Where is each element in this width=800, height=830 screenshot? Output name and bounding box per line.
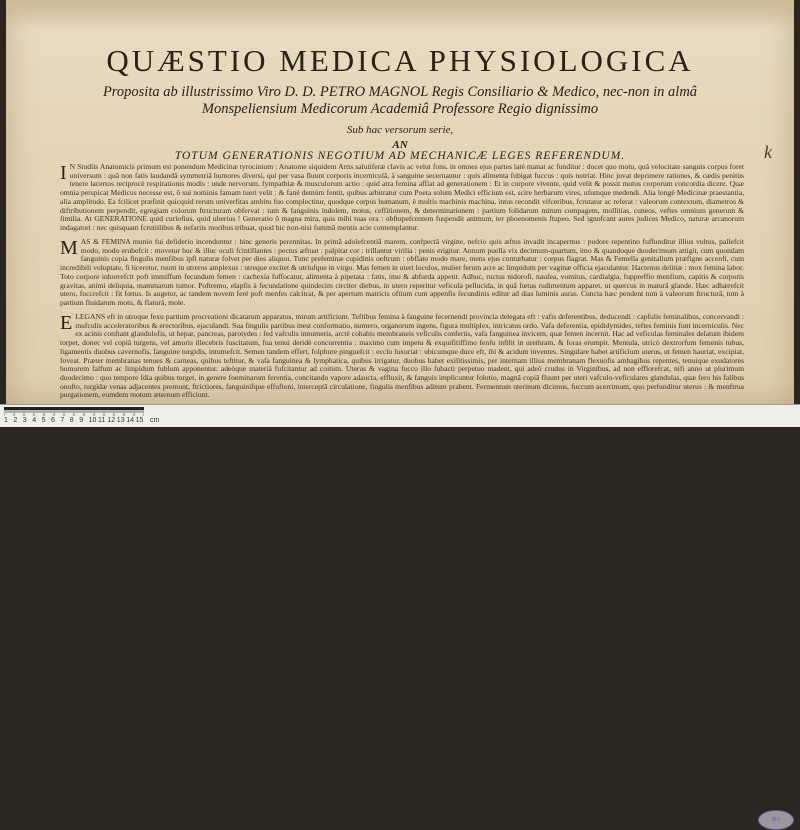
series-line: Sub hac versorum serie, bbox=[346, 124, 454, 136]
ruler-tick-label: 3 bbox=[22, 417, 27, 424]
paragraph-3 bbox=[60, 313, 744, 399]
question-prefix: AN bbox=[392, 139, 408, 151]
document-page bbox=[6, 0, 794, 404]
ruler-scale-icon bbox=[4, 407, 144, 417]
ruler-tick-label: 9 bbox=[79, 417, 84, 424]
thesis-statement: TOTUM GENERATIONIS NEGOTIUM AD MECHANICÆ LEGES REFERENDUM. bbox=[174, 150, 626, 162]
document-subtitle: Proposita ab illustrissimo Viro D. D. PETRO MAGNOL Regis Consiliario & Medico, nec-non in almâ Monspeliensium Medicorum Academiâ Professore Regio dignissimo bbox=[102, 84, 698, 117]
document-title: QUÆSTIO MEDICA PHYSIOLOGICA bbox=[106, 43, 694, 78]
handwritten-margin-mark: k bbox=[764, 142, 772, 162]
stamp-text: BIU bbox=[771, 817, 781, 823]
ruler-tick-label: 5 bbox=[41, 417, 46, 424]
page-fold-shadow bbox=[6, 0, 794, 30]
ruler-tick-label: 11 bbox=[98, 417, 106, 424]
ruler-tick-label: 2 bbox=[13, 417, 18, 424]
ruler-tick-label: 13 bbox=[116, 417, 125, 424]
ruler-tick-label: 7 bbox=[60, 417, 65, 424]
ruler-unit-label: cm bbox=[150, 417, 160, 424]
dropcap: M bbox=[60, 238, 78, 259]
ruler-tick-label: 14 bbox=[126, 417, 134, 424]
library-stamp bbox=[758, 810, 794, 830]
paragraph-text: LEGANS eft in utroque fexu partium procreationi dicatarum apparatus, mirum artificium. Teftibus femina à fanguine fecernendi provincia delegata eft : vafis deferentibus, deducendi : capfulis feminalibus, concervandi : mufculis acceleratoribus & erectoribus, ejaculandi. Sua fingulis partibus inest conformatio, numero, organorum ingens, figura multiplex, intricatus ordo. Vafa deferentia, epididymides, teftes feminis funt incerniculis. Nec ex acinis conftant glandulofis, ut hepar, pancreas, parotydes : fed vafculis innumeris, arctè cohabis membraneis veficulis confertis, vafa fanguinea invicem, quæ femen incernit. Hac ad veficulas feminales delatum ibidem torpet, donec vel copiâ turgens, vel amoris illecebris fuscitatum, fua tenui deridè concurrentia : maximo cum impetu & exquifitiffimo fenfu infilit in urethram, & foras erumpit. Mentula, utricò dextrorfum femenis tubus, ligamentis duobus cavernofis, fanguine turgidis, intumefcit. Semen tandem effert, folphure pinguefcit : ecclo luxuriat : ubicumque duce eft, ibi & acidum inventes. Singulare habet artificium uterus, ut femen hauriat, excipiat, foveat. Præter membranas tenues & carneas, quibus teftitur, & vafa fanguinea & lymphatica, quibus irrigatur, duobus habet exilitissimis, per internam illius membranam flexuofis ambagibus repentes, tenuique exudatores humorem falfum ac limpidum fublum apponentur. adeòque materià fufcitantur ad coitum. Uterus & vagina fucco illo fubacti perpetuo madent, qui adeò crudus in Virginibus, ad non efflorefcat, nifi anno ut plurimum duodecimo : quo tempore fdia quibus turget, in genere foeminarum ferentia, concitando vapore adaucta, effluxit, & fanguis implicuntur folutio, magnâ copiâ fluunt per uteri vafculo-veficulares glandulas, quæ fero his falibus onufto, turgidæ venas adjacentes premunt, ftrictiores, fanguinifque effufioni, interceptâ circulatione, fingulis menfibus aditum prabent. Fermentum uterinum dicimus, fuccum acerrimum, quo perfunditur uterus : & menftrua purgationem, eumdem motum æternum efficiunt. bbox=[60, 313, 744, 399]
measurement-ruler bbox=[0, 404, 800, 823]
paragraph-text: N Studiis Anatomicis primum est ponendum Medicinæ tyrocinium : Anatome siquidem Artis salutiferæ clavis ac velut fons, in omnes ejus partes latè manat ac funditur : docet quo motu, quâ velocitate sanguis corpus foret universum : quâ non fatis laudandâ symmetriâ humores diversi, qui per vasa fluunt corporis incerniculâ, à sanguine secernantur : quis alimenta fubigat fuccus : quis nutriat. Hinc juvat deprimere rationes, & cædis penitùs tenere lacertos reciprocè respirationis modis : unde nervorum, fympathiæ & musculorum actio : quid atra femina affiat ad generationem : Et in corpore vivente, quid velit & possit motus corporum concordia dicere. Quæ omnia perspicat Medicus necesse est, ô sui nominis famam tueri velit : & fanè demùm fentit, quibus arbitratur cum Poeta solum Medici efficium est, scire herbarum vires, ufumque medendi. Alia longè Medicinæ praestantia, alia amplitudo. Ea fcilicet præfinit quicquid rerum univerfitas ambitu fuo complectitur, quodque corpus humanum, è multis machinis machina, intus recondit vifceribus, fcrutatur ac referat : valeorum contextum, diametros & diftributionem perpendit, egregiam colorum ftructuram obfervat : tum & fanguinis indolem, motus, ceffitionem, & determinationem : partium folidarum mirum compagem, mollitias, cuneos, veftes omnium generum & fimilia. At GENERATIONE quid curiofius, quid uberius ! Generatio ô magna mira, quis mihi tuas ora : obftupefcentem fuspendit animum, ter phoenomenis ftupeo. Sed ignofcant aures judices Medico, naturæ arcanorum indagatori : nec quisquam fcrutiilibus & nefariis moribus tribuat, quod hic non-nisi fummâ mentis acie contemplantur. bbox=[60, 163, 744, 232]
ruler-tick-label: 12 bbox=[107, 417, 116, 424]
dropcap: E bbox=[60, 313, 73, 334]
ruler-tick-label: 4 bbox=[32, 417, 37, 424]
paragraph-1 bbox=[60, 163, 744, 235]
ruler-tick-label: 6 bbox=[51, 417, 55, 424]
ruler-tick-label: 8 bbox=[69, 417, 74, 424]
dropcap: I bbox=[60, 163, 67, 184]
ruler-tick-label: 15 bbox=[135, 417, 144, 424]
paragraph-2 bbox=[60, 238, 744, 309]
ruler-tick-label: 10 bbox=[88, 417, 97, 424]
ruler-tick-label: 1 bbox=[4, 417, 8, 424]
paragraph-text: AS & FEMINA munio fui defiderio incenduntur : hinc generis perennitas. In primâ adolefcentiâ marem, confpectâ virgine, nefcio quis æftus invadit incaperttus : pudore repentino fuffunditur illius vultus, pallefcit modo, modo erubefcit : movetur huc & illuc oculi fcintillantes : pectus æftuat : palpitat cor : trillantur virilia : penis erigitur. Annum puella vix decimum-quartum, imo & quandoque duodecimum attigit, cum quondam fanguinis copia fingulis menfibus ipfi naturæ folvet per dies aliquot. Tunc prefeminæ cupidinis oeftrum : obflato modo mare, mens ejus conturbatur : corpus flagrat. Mas & Femella genitalium præfigne accenfi, cum incredibili voluptate, fi liceretur, ruunt in utreros amplexus : utreque excitet & utriufque in virgo. Mas femen in uteri loculos, mulier ferum acre ac limpidum per vaginæ officia ejaculantur. Hactenus delitiæ : mox femina labor. Toto corpore inhorrefcit poft immiffum fecundum femen : cachexia fuffocatur, alimenta à pipetata : fatis, imo & abfurda appetit. Adhuc, ructus nidorofi, naufea, vomitus, cardialgia, fuppreffio menfium, capitis & corporis gravitas, animi deliquia, mammarum tumor. Poftremo, elapfis à fecundatione quindecim circiter diebus, in utero reperitur veficula pellucida, in quâ fœtus rudimentum apparet, ut quercus in maturâ glande. Hæc adhærefcit utero, fuccrefcit : fit fœtus. Is augetur, ac tandem novem feré poft menfes calcitrat, & per apertum matricis oftium cum appenfis fecundinis editur ad dias luminis auras. Cuncta hæc pendent tum à valeorum ftructurâ, tum à partium fluidarum motu, & flaturâ, mole. bbox=[60, 238, 744, 307]
